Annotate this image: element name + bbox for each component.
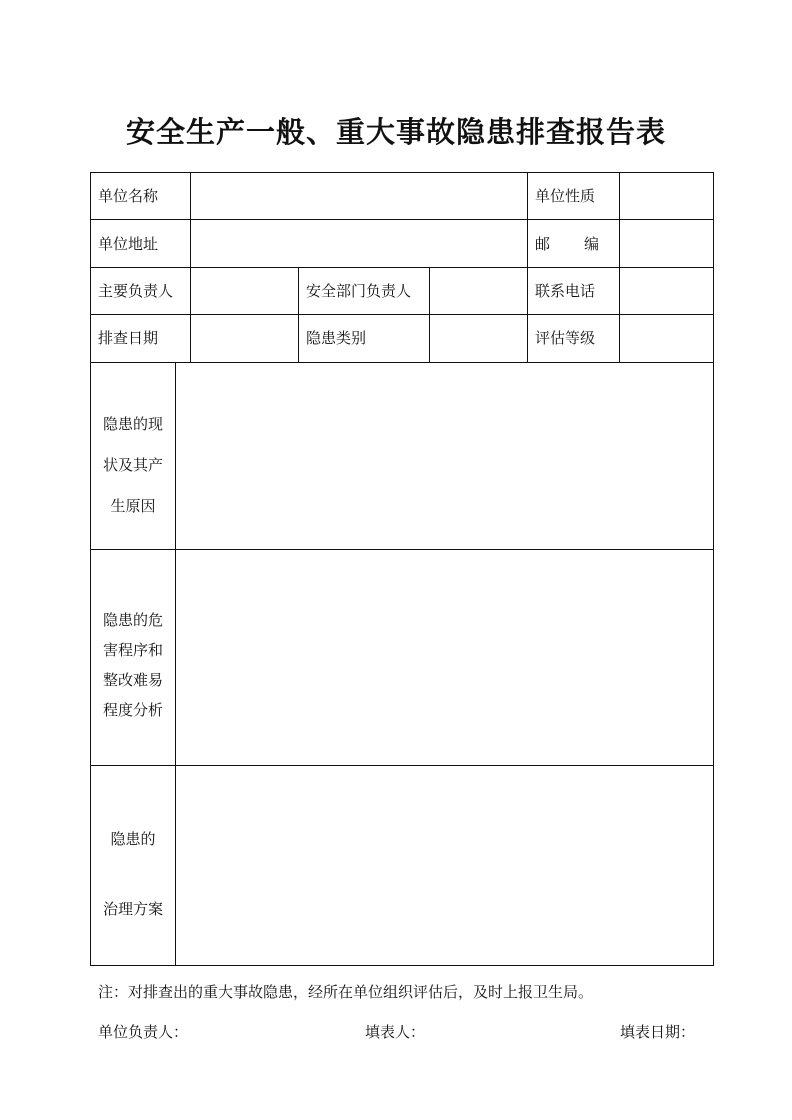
- label-main-person: 主要负责人: [98, 282, 174, 300]
- label-unit-name: 单位名称: [98, 187, 159, 205]
- column-divider: [298, 267, 299, 362]
- label-postcode: [535, 234, 599, 254]
- postcode-char: 编: [583, 235, 599, 253]
- label-line: 隐患的现: [102, 415, 163, 433]
- label-line: 隐患的危: [102, 611, 163, 629]
- column-divider: [190, 172, 191, 362]
- row-divider: [90, 219, 714, 220]
- document-title: 安全生产一般、重大事故隐患排查报告表: [125, 115, 666, 149]
- row-divider: [90, 314, 714, 315]
- table-border-top: [90, 172, 714, 173]
- table-border-right: [713, 172, 714, 966]
- label-unit-address: 单位地址: [98, 235, 159, 253]
- column-divider: [429, 267, 430, 362]
- label-line: 状及其产: [102, 456, 163, 474]
- unit-head-signature: 单位负责人：: [98, 1023, 189, 1041]
- hazard-report-table: [90, 172, 714, 966]
- row-divider: [90, 765, 714, 766]
- table-border-bottom: [90, 965, 714, 966]
- filler-signature: 填表人：: [365, 1023, 426, 1041]
- postcode-char: 邮: [535, 235, 551, 253]
- column-divider: [619, 172, 620, 362]
- label-assess-level: 评估等级: [535, 329, 596, 347]
- column-divider: [527, 172, 528, 362]
- label-line: 害程序和: [102, 641, 163, 659]
- label-line: 程度分析: [102, 701, 163, 719]
- label-line: 隐患的: [110, 830, 156, 848]
- label-unit-nature: 单位性质: [535, 187, 596, 205]
- row-divider: [90, 362, 714, 363]
- fill-date: 填表日期：: [620, 1023, 696, 1041]
- label-hazard-plan: [90, 824, 176, 924]
- label-hazard-type: 隐患类别: [306, 329, 367, 347]
- label-check-date: 排查日期: [98, 329, 159, 347]
- label-hazard-cause: [90, 404, 176, 527]
- footnote: 注：对排查出的重大事故隐患，经所在单位组织评估后，及时上报卫生局。: [98, 983, 594, 1001]
- label-hazard-analysis: [90, 605, 176, 725]
- row-divider: [90, 549, 714, 550]
- label-safety-dept-person: 安全部门负责人: [306, 282, 412, 300]
- row-divider: [90, 267, 714, 268]
- label-line: 治理方案: [102, 900, 163, 918]
- label-line: [90, 854, 176, 894]
- label-line: 整改难易: [102, 671, 163, 689]
- label-phone: 联系电话: [535, 282, 596, 300]
- label-line: 生原因: [110, 497, 156, 515]
